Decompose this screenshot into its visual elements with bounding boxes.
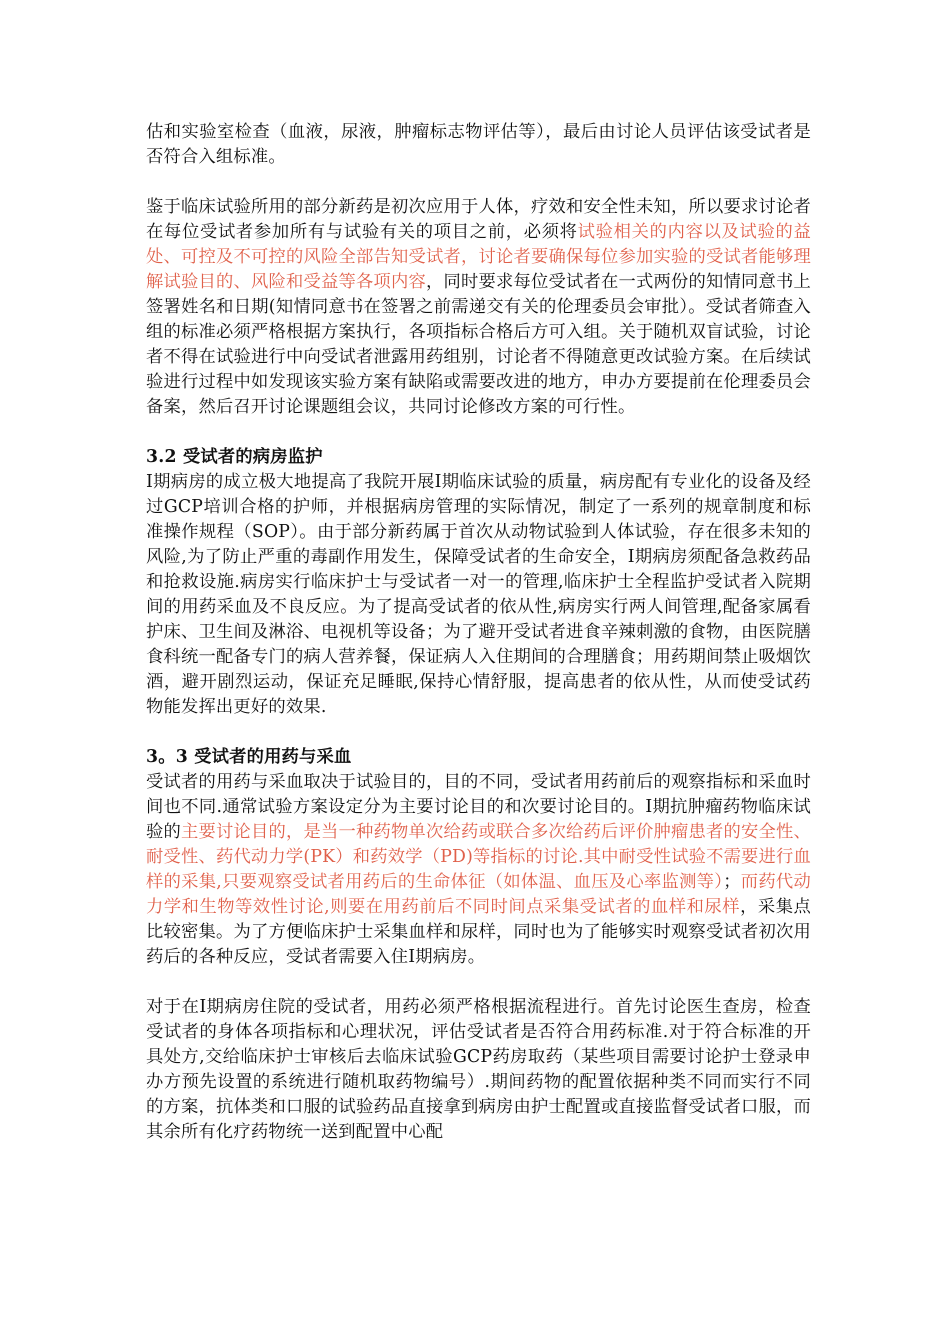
paragraph	[146, 995, 811, 1145]
text-run: 受试者的用药与采血取决于试验目的，目的不同，受试者用药前后的观察指标和采血时间也不同.通常试验方案设定分为主要讨论目的和次要讨论目的。I期抗肿瘤药物临床试验的	[146, 772, 811, 842]
text-run: ，采集点比较密集。为了方便临床护士采集血样和尿样，同时也为了能够实时观察受试者初次用药后的各种反应，受试者需要入住I期病房。	[146, 897, 812, 967]
highlighted-text: 试验相关的内容以及试验的益处、可控及不可控的风险全部告知受试者，讨论者要确保每位参加实验的受试者能够理解试验目的、风险和受益等各项内容	[146, 222, 811, 292]
text-run: ，同时要求每位受试者在一式两份的知情同意书上签署姓名和日期(知情同意书在签署之前需递交有关的伦理委员会审批）。受试者筛查入组的标准必须严格根据方案执行，各项指标合格后方可入组。关于随机双盲试验，讨论者不得在试验进行中向受试者泄露用药组别，讨论者不得随意更改试验方案。在后续试验进行过程中如发现该实验方案有缺陷或需要改进的地方，申办方要提前在伦理委员会备案，然后召开讨论课题组会议，共同讨论修改方案的可行性。	[146, 272, 812, 417]
paragraph	[146, 195, 811, 420]
paragraph-spacer	[146, 970, 811, 995]
paragraph	[146, 770, 811, 970]
paragraph	[146, 120, 811, 170]
paragraph-spacer	[146, 420, 811, 445]
text-run: 鉴于临床试验所用的部分新药是初次应用于人体，疗效和安全性未知，所以要求讨论者在每位受试者参加所有与试验有关的项目之前，必须将	[146, 197, 811, 242]
highlighted-text: 主要讨论目的，是当一种药物单次给药或联合多次给药后评价肿瘤患者的安全性、耐受性、药代动力学(PK）和药效学（PD)等指标的讨论.其中耐受性试验不需要进行血样的采集,只要观察受试者用药后的生命体征（如体温、血压及心率监测等）	[146, 822, 812, 892]
paragraph-spacer	[146, 170, 811, 195]
paragraph	[146, 470, 811, 720]
section-heading: 3.2 受试者的病房监护	[146, 447, 323, 467]
text-run: ；	[723, 872, 741, 892]
highlighted-text: 而药代动力学和生物等效性讨论,则要在用药前后不同时间点采集受试者的血样和尿样	[146, 872, 811, 917]
text-run: I期病房的成立极大地提高了我院开展I期临床试验的质量，病房配有专业化的设备及经过GCP培训合格的护师，并根据病房管理的实际情况，制定了一系列的规章制度和标准操作规程（SOP）。由于部分新药属于首次从动物试验到人体试验，存在很多未知的风险,为了防止严重的毒副作用发生，保障受试者的生命安全，I期病房须配备急救药品和抢救设施.病房实行临床护士与受试者一对一的管理,临床护士全程监护受试者入院期间的用药采血及不良反应。为了提高受试者的依从性,病房实行两人间管理,配备家属看护床、卫生间及淋浴、电视机等设备；为了避开受试者进食辛辣刺激的食物，由医院膳食科统一配备专门的病人营养餐，保证病人入住期间的合理膳食；用药期间禁止吸烟饮酒，避开剧烈运动，保证充足睡眠,保持心情舒服，提高患者的依从性，从而使受试药物能发挥出更好的效果.	[146, 472, 811, 717]
text-run: 对于在I期病房住院的受试者，用药必须严格根据流程进行。首先讨论医生查房，检查受试者的身体各项指标和心理状况，评估受试者是否符合用药标准.对于符合标准的开具处方,交给临床护士审核后去临床试验GCP药房取药（某些项目需要讨论护士登录申办方预先设置的系统进行随机取药物编号）.期间药物的配置依据种类不同而实行不同的方案，抗体类和口服的试验药品直接拿到病房由护士配置或直接监督受试者口服，而其余所有化疗药物统一送到配置中心配	[146, 997, 811, 1142]
text-run: 估和实验室检查（血液，尿液，肿瘤标志物评估等），最后由讨论人员评估该受试者是否符合入组标准。	[146, 122, 811, 167]
paragraph-spacer	[146, 720, 811, 745]
section-heading: 3。3 受试者的用药与采血	[146, 747, 352, 767]
document-body	[146, 120, 811, 1145]
